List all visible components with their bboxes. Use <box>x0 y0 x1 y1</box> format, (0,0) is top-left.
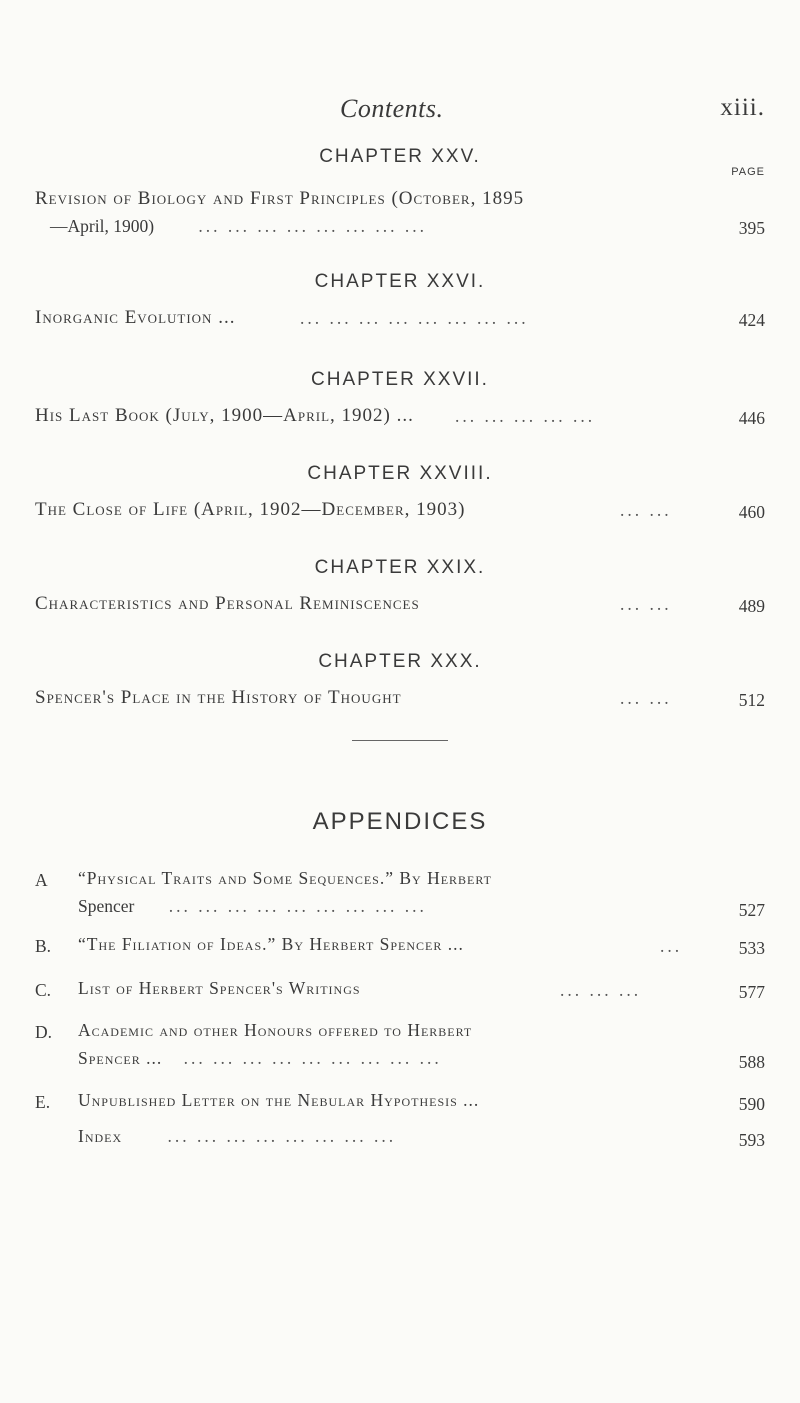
running-head <box>0 94 800 128</box>
appendices-heading: APPENDICES <box>312 808 488 835</box>
running-head-title: Contents. <box>340 94 444 123</box>
page-number: 590 <box>738 1094 765 1114</box>
page-number: 424 <box>738 310 765 330</box>
chapter-title: Revision of Biology and First Principles (October, 1895 <box>35 188 525 209</box>
chapter-heading: CHAPTER XXVI. <box>314 271 486 292</box>
dot-leader: ... ... ... ... ... ... ... ... ... <box>168 896 427 916</box>
page-number: 512 <box>738 690 765 710</box>
section-divider <box>352 740 448 741</box>
page-number: 395 <box>738 218 765 238</box>
dot-leader: ... ... ... ... ... <box>455 406 596 426</box>
running-head-page-number: xiii. <box>720 94 765 121</box>
chapter-title: Characteristics and Personal Reminiscences <box>35 593 420 614</box>
page-number: 460 <box>738 502 765 522</box>
chapter-heading: CHAPTER XXVII. <box>311 369 489 390</box>
chapter-heading: CHAPTER XXV. <box>319 146 481 167</box>
page-number: 593 <box>738 1130 765 1150</box>
page-number: 446 <box>738 408 765 428</box>
index-entry <box>78 1126 396 1147</box>
page-number: 489 <box>738 596 765 616</box>
chapter-title-continued <box>50 214 610 238</box>
page-number: 577 <box>738 982 765 1002</box>
appendix-title-line2: Spencer <box>78 896 135 916</box>
chapter-title-line2: —April, 1900) <box>50 216 155 236</box>
index-title: Index <box>78 1126 123 1146</box>
appendix-title-continued <box>78 896 427 917</box>
dot-leader: ... ... <box>620 500 672 520</box>
chapter-heading: CHAPTER XXVIII. <box>307 463 493 484</box>
dot-leader: ... <box>660 936 683 956</box>
appendix-title: List of Herbert Spencer's Writings <box>78 978 361 998</box>
chapter-title: Inorganic Evolution ... <box>35 307 236 328</box>
appendix-letter: D. <box>35 1022 53 1042</box>
page-number: 527 <box>738 900 765 920</box>
chapter-title: The Close of Life (April, 1902—December, 1903) <box>35 499 466 520</box>
appendix-title: Academic and other Honours offered to Herbert <box>78 1020 473 1040</box>
chapter-heading: CHAPTER XXIX. <box>314 557 486 578</box>
dot-leader: ... ... <box>620 688 672 708</box>
dot-leader: ... ... ... ... ... ... ... ... ... <box>183 1048 442 1068</box>
appendix-title-continued <box>78 1048 442 1069</box>
chapter-heading: CHAPTER XXX. <box>318 651 482 672</box>
appendix-title: Unpublished Letter on the Nebular Hypothesis ... <box>78 1090 480 1110</box>
appendix-letter: B. <box>35 936 52 956</box>
dot-leader: ... ... ... ... ... ... ... ... <box>198 216 428 236</box>
appendix-letter: E. <box>35 1092 51 1112</box>
page-number: 533 <box>738 938 765 958</box>
chapter-title: Spencer's Place in the History of Thought <box>35 687 402 708</box>
chapter-title: His Last Book (July, 1900—April, 1902) ... <box>35 405 414 426</box>
dot-leader: ... ... <box>620 594 672 614</box>
dot-leader: ... ... ... ... ... ... ... ... <box>167 1126 397 1146</box>
appendix-title: “Physical Traits and Some Sequences.” By Herbert <box>78 868 492 888</box>
dot-leader: ... ... ... ... ... ... ... ... <box>300 308 529 328</box>
dot-leader: ... ... ... <box>560 980 642 1000</box>
page-column-label: PAGE <box>731 166 765 178</box>
appendix-title-line2: Spencer ... <box>78 1048 163 1068</box>
appendix-letter: A <box>35 870 48 890</box>
page-number: 588 <box>738 1052 765 1072</box>
appendix-title: “The Filiation of Ideas.” By Herbert Spencer ... <box>78 934 464 954</box>
appendix-letter: C. <box>35 980 52 1000</box>
